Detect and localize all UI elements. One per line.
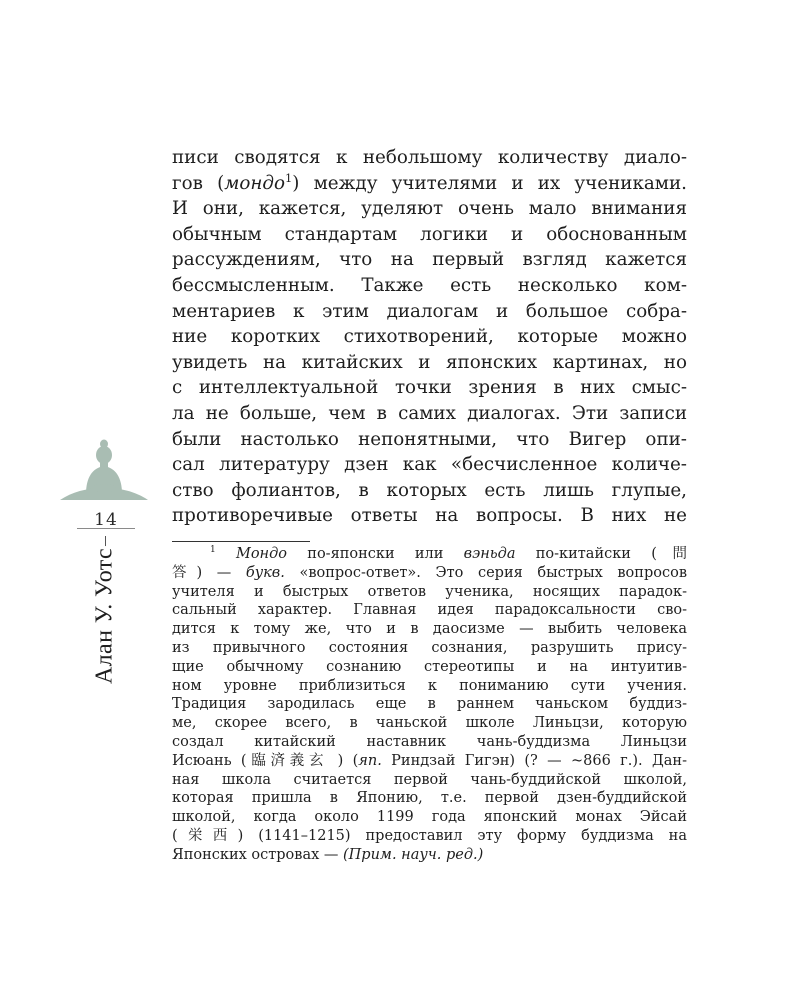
footnote-line: 答) — букв. «вопрос-ответ». Это серия быстрых вопросов: [172, 564, 687, 581]
footnote-line: $^1$ Мондо по-японски или вэньда по-китайски (問: [210, 545, 688, 562]
body-line: были настолько непонятными, что Вигер опи-: [172, 428, 687, 450]
footnote: [172, 545, 687, 865]
footnote-line: ная школа считается первой чань-буддийской школой,: [172, 771, 687, 788]
editor-note: (Прим. науч. ред.): [343, 846, 484, 863]
body-line: с интеллектуальной точки зрения в них смыс-: [172, 377, 687, 399]
body-line: И они, кажется, уделяют очень мало внимания: [172, 198, 687, 220]
footnote-line: создал китайский наставник чань-буддизма Линьцзи: [172, 733, 687, 750]
body-line: противоречивые ответы на вопросы. В них не: [172, 505, 687, 527]
page-number: 14: [94, 510, 118, 530]
footnote-separator: [172, 541, 310, 542]
main-body-text: [172, 145, 687, 529]
footnote-number: 1: [210, 545, 216, 556]
body-line: сал литературу дзен как «бесчисленное количе-: [172, 454, 687, 476]
body-line: ла не больше, чем в самих диалогах. Эти записи: [172, 402, 687, 424]
footnote-line: (栄西) (1141–1215) предоставил эту форму буддизма на: [172, 827, 687, 844]
footnote-line: сальный характер. Главная идея парадоксальности сво-: [172, 602, 687, 619]
footnote-line: школой, когда около 1199 года японский монах Эйсай: [172, 809, 687, 826]
buddha-icon: [56, 436, 152, 502]
footnote-line: из привычного состояния сознания, разрушить прису-: [172, 639, 687, 656]
running-header-author: Алан У. Уотс: [91, 547, 118, 685]
footnote-reference[interactable]: 1: [285, 170, 293, 185]
footnote-line: учителя и быстрых ответов ученика, носящих парадок-: [172, 583, 687, 600]
footnote-line: ме, скорее всего, в чаньской школе Линьцзи, которую: [172, 715, 687, 732]
body-line: ментариев к этим диалогам и большое собра-: [172, 300, 687, 322]
footnote-line: Исюань (臨済義玄 ) (яп. Риндзай Гигэн) (? — ~866 г.). Дан-: [172, 752, 687, 769]
footnote-line: которая пришла в Японию, т.е. первой дзен-буддийской: [172, 790, 687, 807]
body-line: обычным стандартам логики и обоснованным: [172, 223, 687, 245]
body-line: рассуждениям, что на первый взгляд кажется: [172, 249, 687, 271]
footnote-line: Японских островах — (Прим. науч. ред.): [172, 846, 484, 863]
body-line: бессмысленным. Также есть несколько ком-: [172, 274, 687, 296]
mondo-term: мондо: [224, 172, 286, 194]
body-line: писи сводятся к небольшому количеству диало-: [172, 147, 687, 168]
footnote-line: Традиция зародилась еще в раннем чаньском буддиз-: [172, 696, 687, 713]
footnote-line: дится к тому же, что и в даосизме — выбить человека: [172, 621, 687, 638]
body-line: ство фолиантов, в которых есть лишь глупые,: [172, 479, 687, 501]
body-line: гов (мондо$^1$) между учителями и их учениками.: [172, 170, 687, 194]
footnote-line: ном уровне приблизиться к пониманию сути учения.: [172, 677, 687, 694]
body-line: увидеть на китайских и японских картинах, но: [172, 351, 687, 373]
footnote-line: щие обычному сознанию стереотипы и на интуитив-: [172, 658, 687, 675]
body-line: ние коротких стихотворений, которые можно: [172, 326, 687, 348]
